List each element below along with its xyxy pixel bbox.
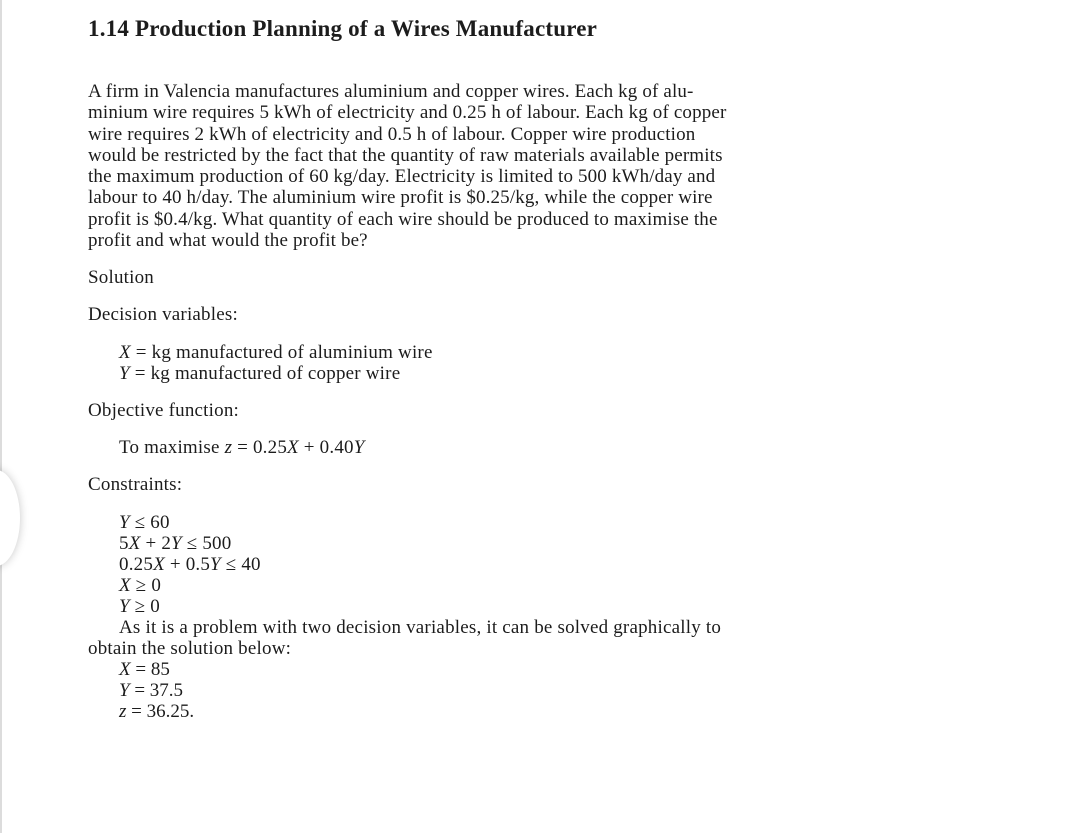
result-value: = 85: [130, 659, 170, 681]
page-edge-swipe-handle[interactable]: [0, 470, 20, 566]
section-title: 1.14 Production Planning of a Wires Manufacturer: [88, 16, 598, 41]
result-symbol: X: [119, 659, 131, 681]
constraint-row: Y ≤ 60: [119, 512, 170, 534]
problem-line: wire requires 2 kWh of electricity and 0.5 h of labour. Copper wire production: [88, 123, 696, 145]
problem-line: profit is $0.4/kg. What quantity of each wire should be produced to maximise the: [88, 208, 718, 230]
page-left-border: [0, 0, 2, 833]
solution-results: [119, 659, 944, 722]
decision-variables-heading: Decision variables:: [88, 304, 238, 326]
result-value: = 37.5: [129, 680, 184, 702]
objective-eq: = 0.25: [232, 437, 288, 459]
objective-equation: [119, 437, 944, 458]
problem-line: the maximum production of 60 kg/day. Electricity is limited to 500 kWh/day and: [88, 166, 716, 188]
constraint-row: 5X + 2Y ≤ 500: [119, 533, 232, 555]
constraints-list: [119, 512, 944, 617]
constraint-row: X ≥ 0: [119, 575, 162, 597]
objective-function: [119, 437, 944, 458]
variable-symbol: Y: [119, 363, 130, 385]
note-line: obtain the solution below:: [88, 638, 292, 660]
problem-line: minium wire requires 5 kWh of electricity and 0.25 h of labour. Each kg of copper: [88, 102, 727, 124]
result-z: [119, 701, 944, 722]
variable-definition: = kg manufactured of copper wire: [129, 363, 401, 385]
objective-prefix: To maximise: [119, 437, 225, 459]
problem-line: profit and what would the profit be?: [88, 230, 368, 252]
problem-line: labour to 40 h/day. The aluminium wire profit is $0.25/kg, while the copper wire: [88, 187, 713, 209]
graphical-solution-note: [88, 617, 944, 659]
problem-statement: [88, 81, 944, 251]
objective-z: z: [224, 437, 233, 459]
result-symbol: z: [119, 701, 127, 723]
result-symbol: Y: [119, 680, 130, 702]
objective-function-heading: Objective function:: [88, 400, 240, 422]
result-value: = 36.25.: [126, 701, 195, 723]
document-content: [88, 14, 944, 722]
decision-variables-list: [119, 342, 944, 384]
decision-variable-x: [119, 342, 944, 363]
objective-plus: + 0.40: [298, 437, 354, 459]
solution-heading: Solution: [88, 267, 155, 289]
problem-line: would be restricted by the fact that the quantity of raw materials available permits: [88, 144, 723, 166]
decision-variable-y: [119, 363, 944, 384]
variable-definition: = kg manufactured of aluminium wire: [130, 342, 433, 364]
constraint-row: Y ≥ 0: [119, 596, 161, 618]
note-line: As it is a problem with two decision variables, it can be solved graphically to: [119, 617, 722, 639]
objective-y: Y: [353, 437, 365, 459]
result-x: [119, 659, 944, 680]
result-y: [119, 680, 944, 701]
constraint-row: 0.25X + 0.5Y ≤ 40: [119, 554, 261, 576]
objective-x: X: [287, 437, 299, 459]
constraints-heading: Constraints:: [88, 474, 183, 496]
problem-line: A firm in Valencia manufactures aluminium and copper wires. Each kg of alu-: [88, 81, 694, 102]
variable-symbol: X: [119, 342, 131, 364]
